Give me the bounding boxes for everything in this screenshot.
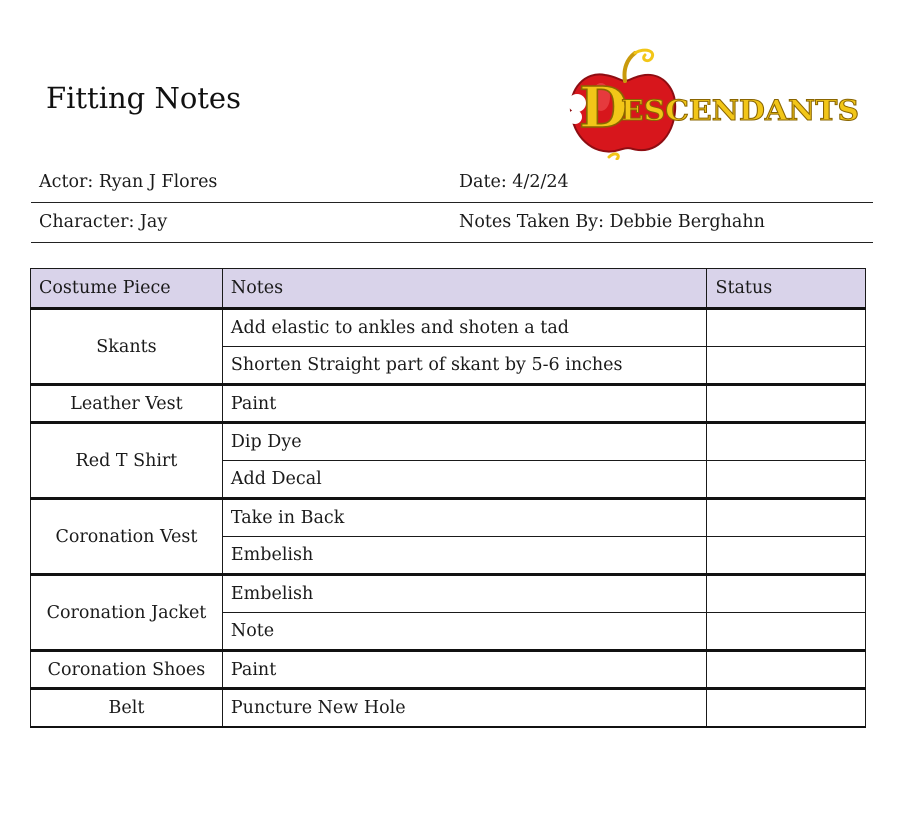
table-header-row [31,269,866,309]
descendants-logo [565,45,870,160]
costume-piece-cell: Coronation Jacket [31,575,223,651]
note-cell: Shorten Straight part of skant by 5-6 inches [222,347,707,385]
status-cell[interactable] [707,537,866,575]
table-row [31,423,866,461]
svg-text:ESCENDANTS: ESCENDANTS [621,94,859,127]
info-row-actor-date [31,162,873,203]
header-costume-piece: Costume Piece [31,269,223,309]
note-cell: Puncture New Hole [222,689,707,727]
date-field: Date: 4/2/24 [459,172,569,192]
note-cell: Paint [222,385,707,423]
table-row [31,689,866,727]
status-cell[interactable] [707,309,866,347]
header-notes: Notes [222,269,707,309]
status-cell[interactable] [707,423,866,461]
character-field: Character: Jay [39,212,168,232]
table-row [31,499,866,537]
status-cell[interactable] [707,461,866,499]
costume-piece-cell: Coronation Vest [31,499,223,575]
header-status: Status [707,269,866,309]
note-cell: Take in Back [222,499,707,537]
status-cell[interactable] [707,499,866,537]
note-cell: Embelish [222,575,707,613]
info-row-character-notes-by [31,202,873,243]
note-cell: Note [222,613,707,651]
costume-piece-cell: Leather Vest [31,385,223,423]
table-row [31,309,866,347]
status-cell[interactable] [707,651,866,689]
note-cell: Embelish [222,537,707,575]
costume-piece-cell: Belt [31,689,223,727]
costume-piece-cell: Coronation Shoes [31,651,223,689]
status-cell[interactable] [707,385,866,423]
note-cell: Paint [222,651,707,689]
note-cell: Add Decal [222,461,707,499]
table-row [31,575,866,613]
page-title: Fitting Notes [46,81,241,115]
costume-piece-cell: Skants [31,309,223,385]
note-cell: Dip Dye [222,423,707,461]
table-row [31,385,866,423]
costume-piece-cell: Red T Shirt [31,423,223,499]
status-cell[interactable] [707,613,866,651]
notes-taken-by-field: Notes Taken By: Debbie Berghahn [459,212,765,232]
status-cell[interactable] [707,575,866,613]
fitting-notes-table [30,268,866,728]
status-cell[interactable] [707,347,866,385]
table-row [31,651,866,689]
note-cell: Add elastic to ankles and shoten a tad [222,309,707,347]
status-cell[interactable] [707,689,866,727]
svg-text:D: D [579,75,628,141]
actor-field: Actor: Ryan J Flores [39,172,218,192]
